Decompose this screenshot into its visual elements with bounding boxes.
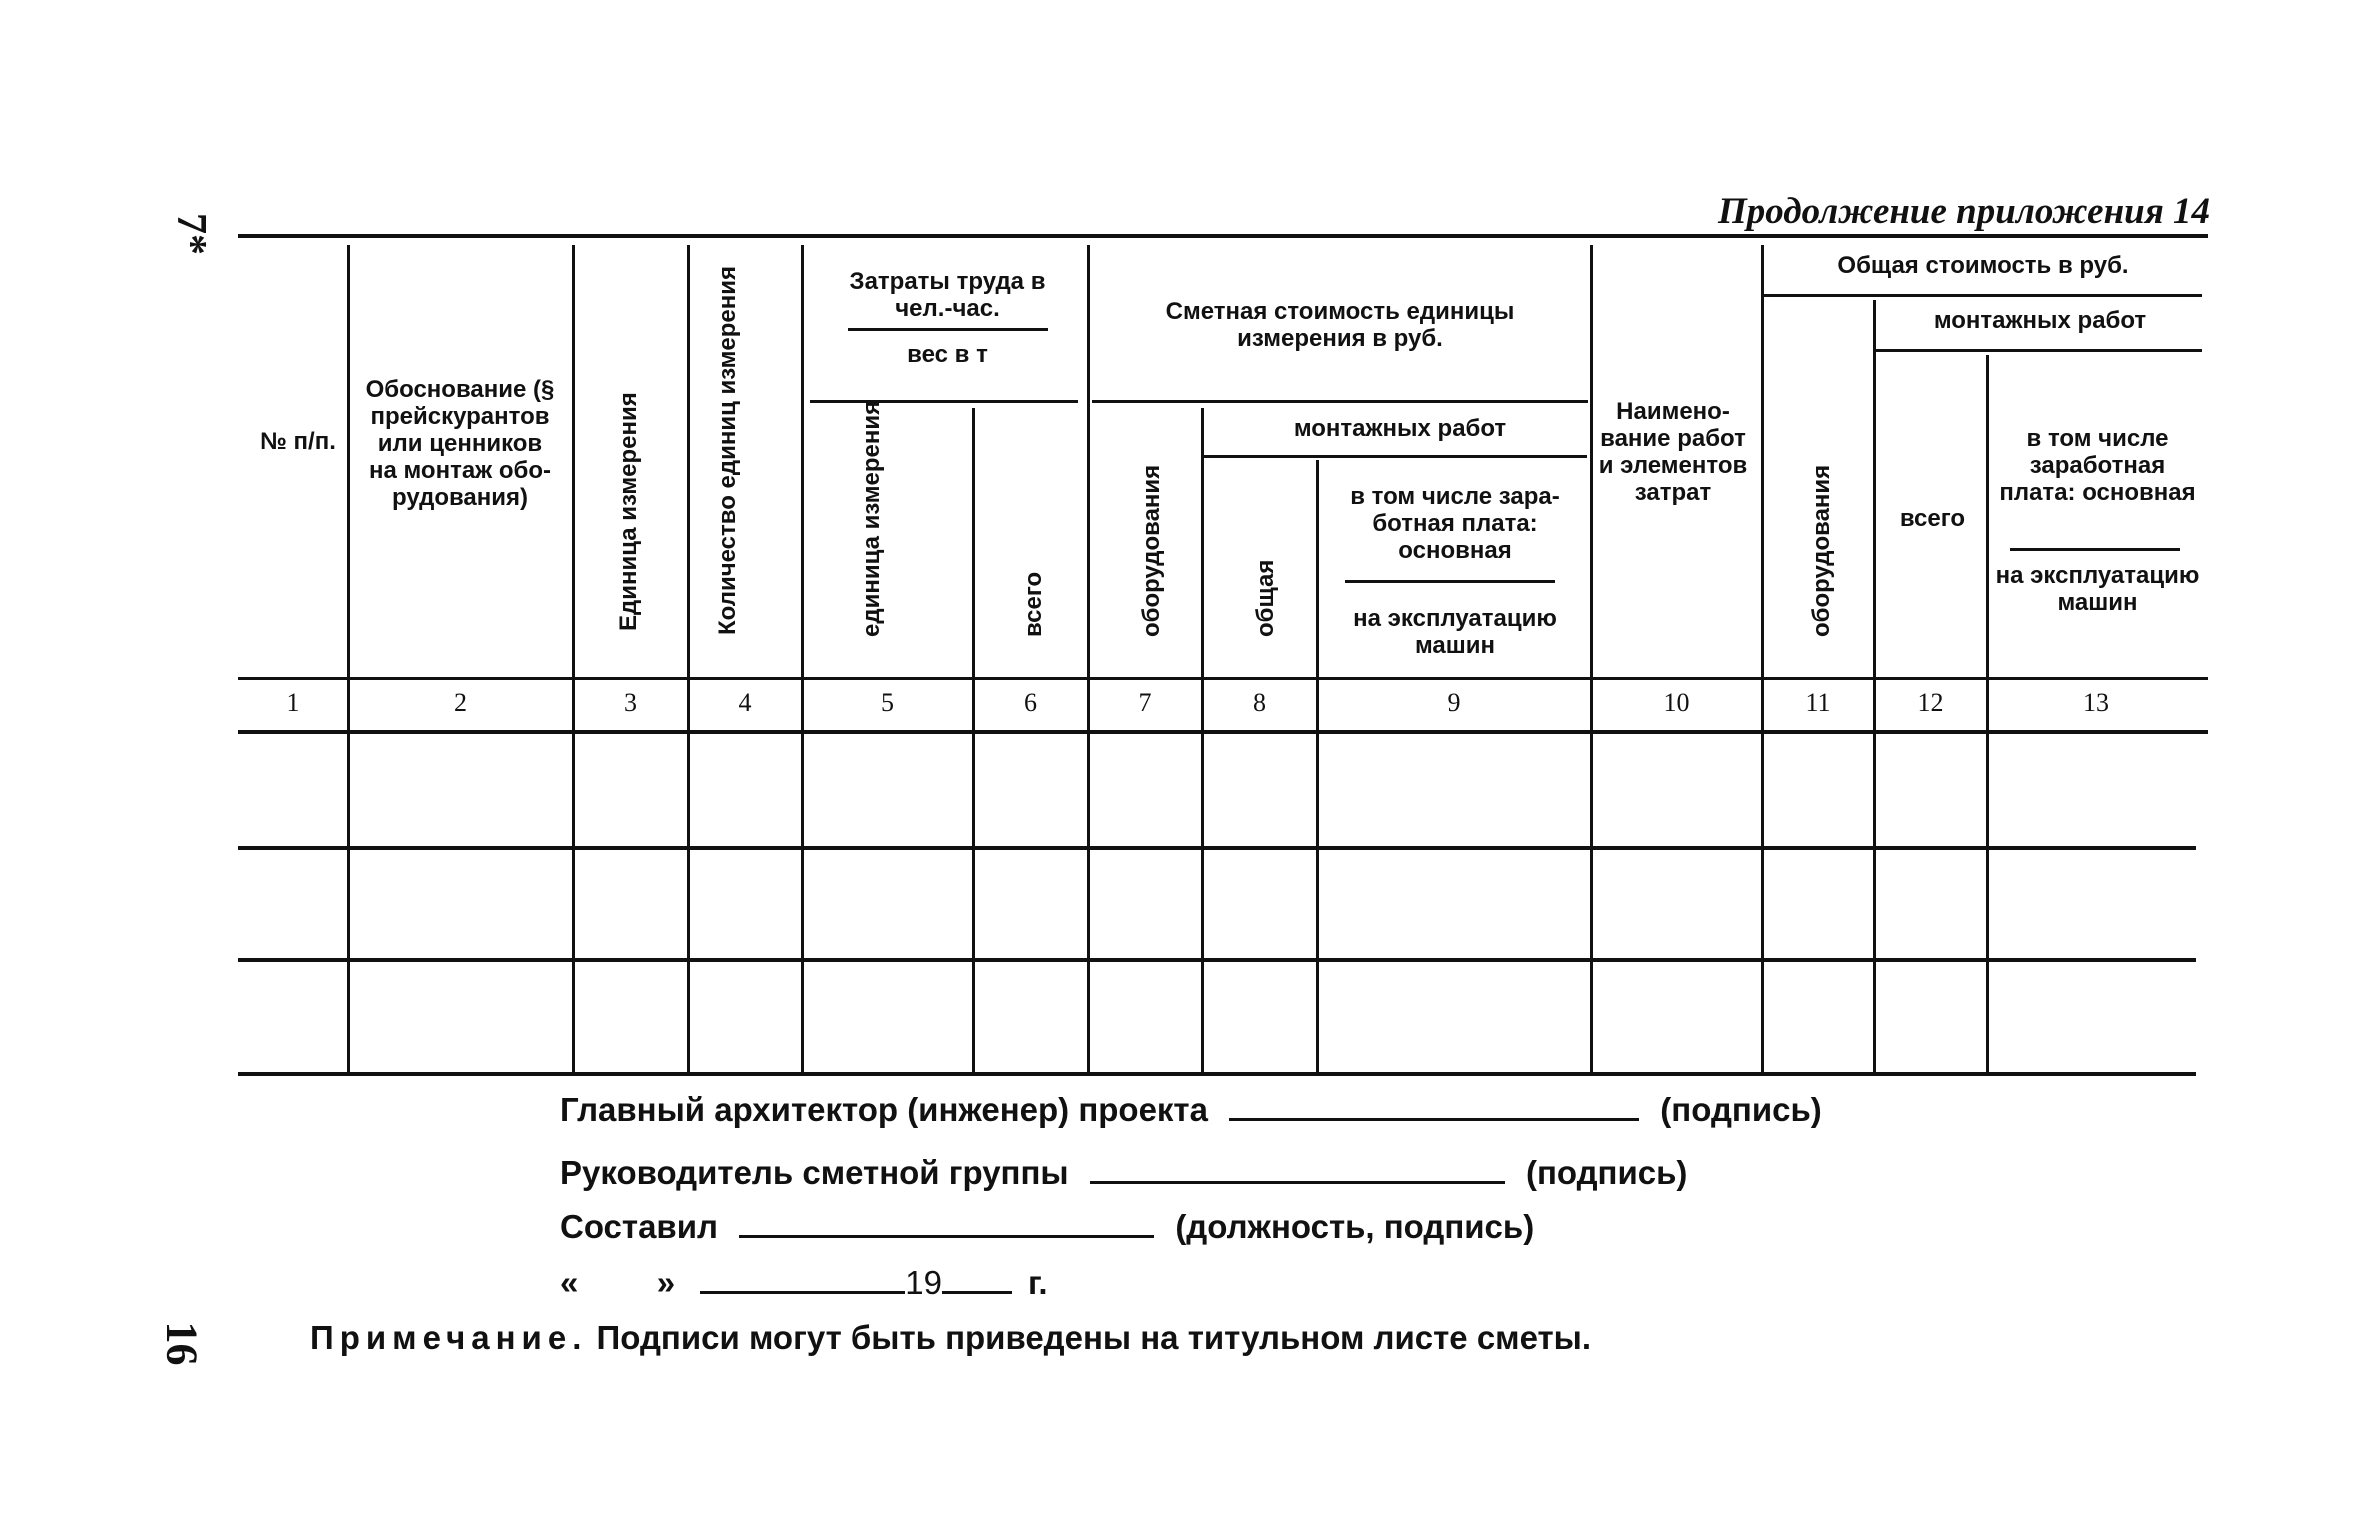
signature-chief-architect xyxy=(560,1090,1822,1130)
column-number: 4 xyxy=(738,688,752,717)
header-col13-wages: в том числе заработная плата: основная xyxy=(1999,425,2196,506)
column-number: 11 xyxy=(1805,688,1831,717)
compiled-by-label: Составил xyxy=(560,1208,718,1245)
note xyxy=(310,1318,1591,1358)
header-labor-costs: Затраты труда в чел.-час. xyxy=(849,268,1046,322)
column-number: 1 xyxy=(286,688,300,717)
date-day-month-line[interactable] xyxy=(700,1290,905,1294)
column-number: 10 xyxy=(1663,688,1690,717)
column-number: 5 xyxy=(881,688,894,717)
header-basis: Обоснование (§ прейскурантов или ценников на монтаж оборудования) xyxy=(365,376,555,511)
header-total-cost: Общая стоимость в руб. xyxy=(1837,252,2129,279)
header-weight: вес в т xyxy=(907,341,988,368)
signature-estimate-head xyxy=(560,1153,1687,1193)
corner-mark: 7* xyxy=(168,213,214,255)
signature-compiled-by xyxy=(560,1207,1534,1247)
column-number: 8 xyxy=(1253,688,1266,717)
header-col9-wages: в том числе заработная плата: основная xyxy=(1350,483,1560,564)
compiled-by-signature-line[interactable] xyxy=(739,1234,1154,1238)
header-unit-cost: Сметная стоимость единицы измерения в руб. xyxy=(1165,298,1515,352)
column-number: 13 xyxy=(2083,688,2109,717)
header-installation-works: монтажных работ xyxy=(1293,415,1507,442)
note-text: Подписи могут быть приведены на титульном листе сметы. xyxy=(587,1319,1592,1356)
column-number: 6 xyxy=(1024,688,1037,717)
page-heading: Продолжение приложения 14 xyxy=(1718,191,2210,232)
chief-architect-label: Главный архитектор (инженер) проекта xyxy=(560,1091,1208,1128)
date-year-prefix: 19 xyxy=(905,1264,942,1301)
header-col9-machines: на эксплуатацию машин xyxy=(1353,605,1557,659)
estimate-head-label: Руководитель сметной группы xyxy=(560,1154,1069,1191)
date-close-quote: » xyxy=(656,1264,676,1301)
column-number: 3 xyxy=(624,688,637,717)
header-row-number: № п/п. xyxy=(260,428,336,455)
table-top-rule xyxy=(238,234,2208,238)
header-col13-machines: на эксплуатацию машин xyxy=(1995,562,2200,616)
page-number: 16 xyxy=(157,1321,207,1366)
date-suffix: г. xyxy=(1027,1264,1048,1301)
column-number: 9 xyxy=(1447,688,1461,717)
note-label: Примечание. xyxy=(310,1319,588,1356)
header-col12-total: всего xyxy=(1899,505,1966,532)
page: 7* 16 Продолжение приложения 14 № п/п. Обоснование (§ прейскурантов или ценников на монтаж оборудования) Единица измерения Количество единиц измерения Затраты труда в чел.-час. вес в т единица измерения всего Сметная стоимость единицы измерения в руб. монтажных работ оборудования общая в том числе заработная плата: основная на эксплуатацию машин Наименование работ и элементов затрат Общая стоимость в руб. монтажных работ оборудования всего в том числе заработная плата: основная на эксплуатацию машин 1 2 3 4 5 6 7 8 9 10 11 12 13 Главный архитектор (инженер) проекта (подпись) Руководитель сметной группы (подпись) Составил (должность, подпись) « » 19 г. Примечание. Подписи могут быть приведены на титульном листе сметы. xyxy=(157,191,2210,1366)
estimate-head-signature-hint: (подпись) xyxy=(1525,1154,1688,1191)
header-installation-works-total: монтажных работ xyxy=(1933,307,2147,334)
date-year-line[interactable] xyxy=(942,1290,1012,1294)
chief-signature-hint: (подпись) xyxy=(1660,1091,1822,1128)
signature-date xyxy=(560,1263,1048,1303)
chief-signature-line[interactable] xyxy=(1229,1117,1639,1121)
compiled-by-hint: (должность, подпись) xyxy=(1175,1208,1535,1245)
column-number: 12 xyxy=(1917,688,1944,717)
column-number: 2 xyxy=(454,688,467,717)
estimate-head-signature-line[interactable] xyxy=(1090,1180,1505,1184)
column-number: 7 xyxy=(1138,688,1152,717)
header-col10-names: Наименование работ и элементов затрат xyxy=(1598,398,1748,506)
date-open-quote: « xyxy=(560,1264,579,1301)
